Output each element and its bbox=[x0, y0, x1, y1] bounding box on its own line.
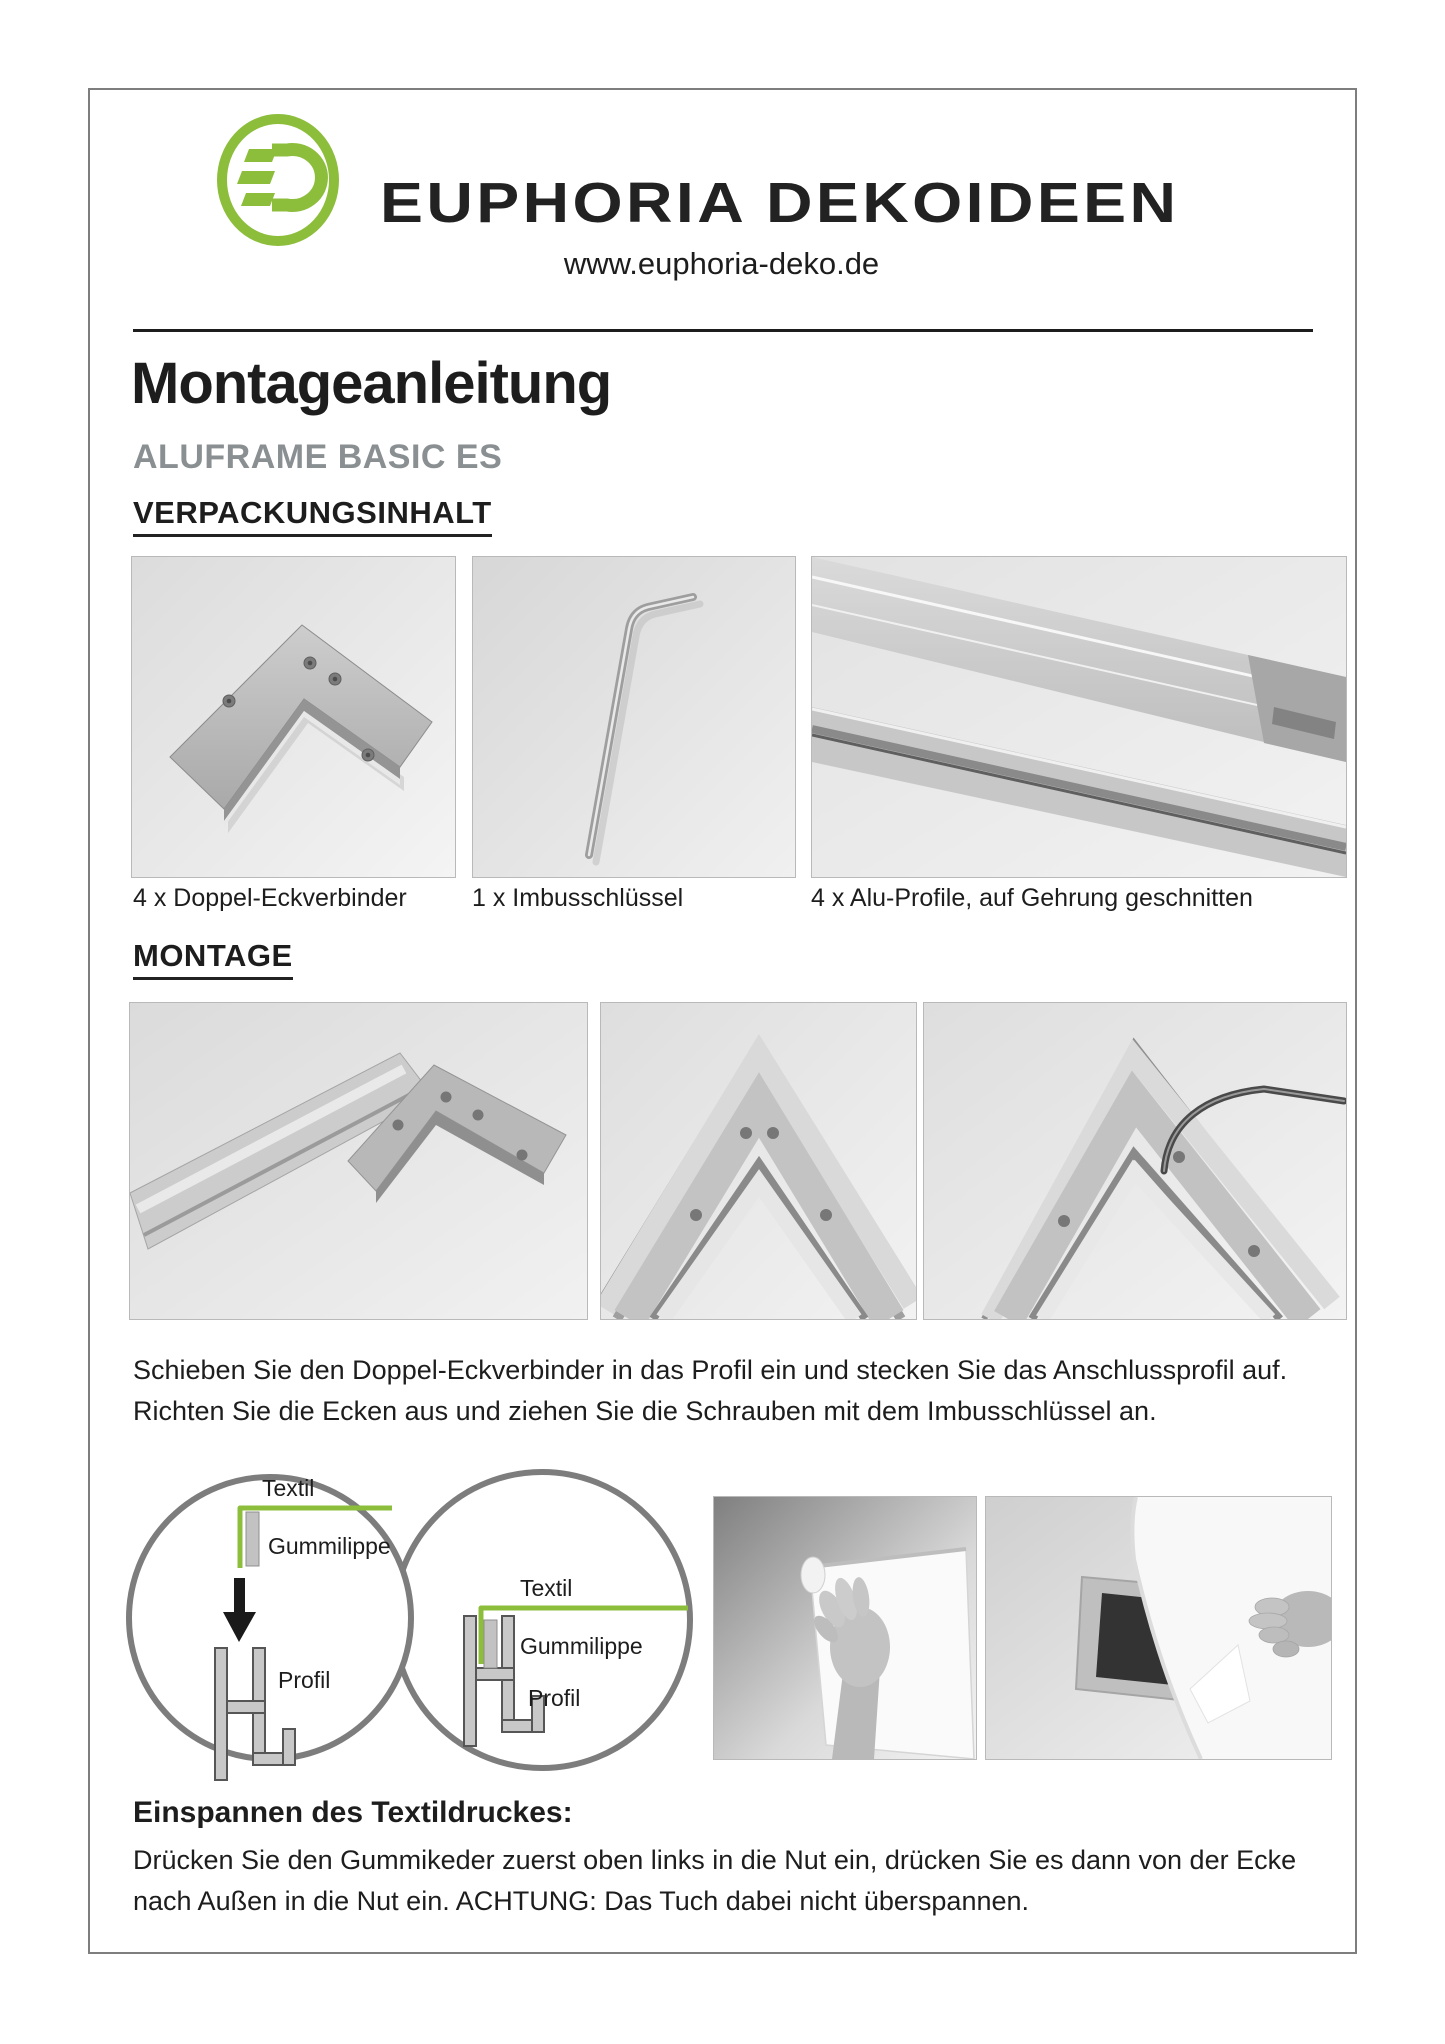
caption-allen-key: 1 x Imbusschlüssel bbox=[472, 884, 684, 912]
divider-rule bbox=[133, 329, 1313, 332]
diagram2-label-textil: Textil bbox=[520, 1575, 573, 1601]
packaging-photo-corner-connector bbox=[131, 556, 456, 878]
brand-text: EUPHORIA DEKOIDEEN bbox=[380, 171, 1180, 235]
section-heading-montage: MONTAGE bbox=[133, 938, 293, 980]
tension-photo-insert-corner bbox=[713, 1496, 977, 1760]
packaging-photo-allen-key bbox=[472, 556, 796, 878]
diagram-circle-insert-done bbox=[394, 1472, 690, 1768]
diagram1-label-gummilippe: Gummilippe bbox=[268, 1533, 391, 1559]
profile-diagram bbox=[100, 1438, 700, 1816]
tension-photo-stretch-corner bbox=[985, 1496, 1332, 1760]
section-heading-packaging: VERPACKUNGSINHALT bbox=[133, 495, 492, 537]
diagram1-label-profil: Profil bbox=[278, 1667, 331, 1693]
caption-corner-connector: 4 x Doppel-Eckverbinder bbox=[133, 884, 407, 912]
montage-photo-step2 bbox=[600, 1002, 917, 1320]
diagram2-label-gummilippe: Gummilippe bbox=[520, 1633, 643, 1659]
diagram1-label-textil: Textil bbox=[262, 1475, 315, 1501]
section-heading-tensioning: Einspannen des Textildruckes: bbox=[133, 1796, 573, 1829]
montage-photo-step1 bbox=[129, 1002, 588, 1320]
page-title: Montageanleitung bbox=[131, 351, 612, 416]
ed-logo-icon bbox=[211, 112, 345, 248]
caption-alu-profiles: 4 x Alu-Profile, auf Gehrung geschnitten bbox=[811, 884, 1253, 912]
diagram2-label-profil: Profil bbox=[528, 1685, 581, 1711]
diagram-circle-insert-step bbox=[129, 1475, 411, 1780]
packaging-photo-alu-profiles bbox=[811, 556, 1347, 878]
tensioning-paragraph: Drücken Sie den Gummikeder zuerst oben links in die Nut ein, drücken Sie es dann von der Ecke nach Außen in die Nut ein. ACHTUNG: Das Tuch dabei nicht überspannen. bbox=[133, 1845, 1297, 1916]
montage-photo-step3 bbox=[923, 1002, 1347, 1320]
montage-paragraph: Schieben Sie den Doppel-Eckverbinder in das Profil ein und stecken Sie das Anschlussprofil auf. Richten Sie die Ecken aus und ziehen Sie die Schrauben mit dem Imbusschlüssel an. bbox=[133, 1355, 1288, 1426]
website-text: www.euphoria-deko.de bbox=[563, 246, 880, 281]
page-subtitle: ALUFRAME BASIC ES bbox=[133, 438, 503, 476]
